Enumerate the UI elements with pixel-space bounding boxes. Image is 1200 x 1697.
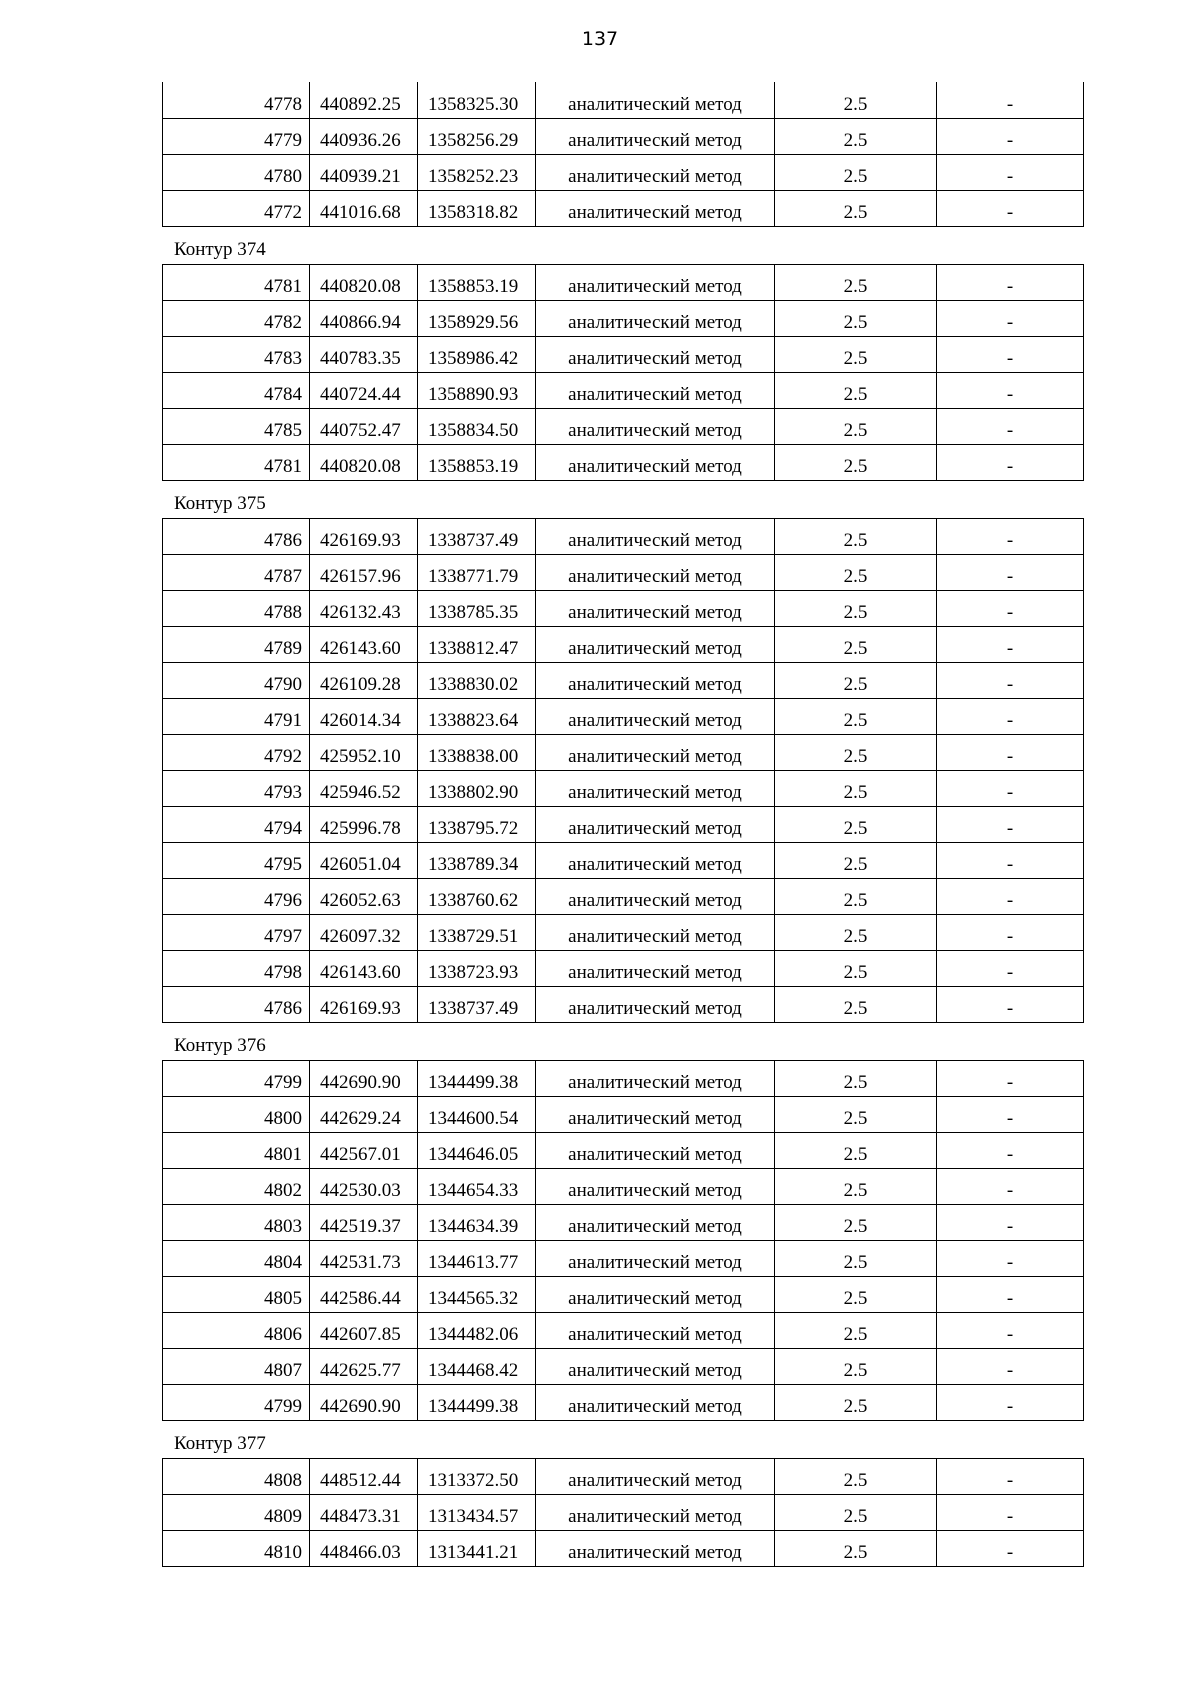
table-row [163,1132,1084,1168]
y-coordinate-cell: 1338723.93 [418,950,536,986]
point-number-cell: 4797 [163,914,310,950]
table-row [163,1276,1084,1312]
point-number-cell: 4802 [163,1168,310,1204]
accuracy-cell: 2.5 [775,590,937,626]
point-number-cell: 4791 [163,698,310,734]
method-cell: аналитический метод [536,408,775,444]
y-coordinate-cell: 1338729.51 [418,914,536,950]
accuracy-cell: 2.5 [775,118,937,154]
accuracy-cell: 2.5 [775,806,937,842]
table-row [163,1530,1084,1566]
note-cell: - [937,118,1084,154]
y-coordinate-cell: 1344482.06 [418,1312,536,1348]
point-number-cell: 4778 [163,82,310,118]
method-cell: аналитический метод [536,1240,775,1276]
y-coordinate-cell: 1358256.29 [418,118,536,154]
table-row [163,914,1084,950]
point-number-cell: 4789 [163,626,310,662]
y-coordinate-cell: 1313441.21 [418,1530,536,1566]
table-row [163,408,1084,444]
point-number-cell: 4795 [163,842,310,878]
page-number: 137 [581,28,619,50]
contour-title: Контур 375 [174,492,266,514]
point-number-cell: 4809 [163,1494,310,1530]
note-cell: - [937,154,1084,190]
accuracy-cell: 2.5 [775,408,937,444]
coordinates-table [162,1458,1084,1567]
accuracy-cell: 2.5 [775,444,937,480]
contour-title: Контур 377 [174,1432,266,1454]
x-coordinate-cell: 442519.37 [310,1204,418,1240]
method-cell: аналитический метод [536,590,775,626]
point-number-cell: 4786 [163,518,310,554]
accuracy-cell: 2.5 [775,1204,937,1240]
table-row [163,878,1084,914]
table-row [163,950,1084,986]
point-number-cell: 4798 [163,950,310,986]
point-number-cell: 4788 [163,590,310,626]
table-row [163,554,1084,590]
point-number-cell: 4792 [163,734,310,770]
method-cell: аналитический метод [536,444,775,480]
y-coordinate-cell: 1344565.32 [418,1276,536,1312]
accuracy-cell: 2.5 [775,1276,937,1312]
table-row [163,734,1084,770]
note-cell: - [937,1276,1084,1312]
x-coordinate-cell: 426097.32 [310,914,418,950]
accuracy-cell: 2.5 [775,1060,937,1096]
note-cell: - [937,1312,1084,1348]
x-coordinate-cell: 442607.85 [310,1312,418,1348]
point-number-cell: 4805 [163,1276,310,1312]
method-cell: аналитический метод [536,1530,775,1566]
point-number-cell: 4800 [163,1096,310,1132]
y-coordinate-cell: 1358890.93 [418,372,536,408]
x-coordinate-cell: 442625.77 [310,1348,418,1384]
y-coordinate-cell: 1338760.62 [418,878,536,914]
table-row [163,1458,1084,1494]
x-coordinate-cell: 448473.31 [310,1494,418,1530]
x-coordinate-cell: 426132.43 [310,590,418,626]
accuracy-cell: 2.5 [775,626,937,662]
accuracy-cell: 2.5 [775,734,937,770]
point-number-cell: 4794 [163,806,310,842]
note-cell: - [937,1348,1084,1384]
table-row [163,770,1084,806]
note-cell: - [937,408,1084,444]
table-row [163,842,1084,878]
note-cell: - [937,336,1084,372]
x-coordinate-cell: 426143.60 [310,626,418,662]
method-cell: аналитический метод [536,698,775,734]
table-row [163,806,1084,842]
x-coordinate-cell: 442629.24 [310,1096,418,1132]
point-number-cell: 4804 [163,1240,310,1276]
x-coordinate-cell: 440866.94 [310,300,418,336]
accuracy-cell: 2.5 [775,518,937,554]
accuracy-cell: 2.5 [775,1132,937,1168]
table-row [163,698,1084,734]
accuracy-cell: 2.5 [775,878,937,914]
method-cell: аналитический метод [536,300,775,336]
table-row [163,300,1084,336]
point-number-cell: 4790 [163,662,310,698]
point-number-cell: 4810 [163,1530,310,1566]
method-cell: аналитический метод [536,914,775,950]
y-coordinate-cell: 1344646.05 [418,1132,536,1168]
note-cell: - [937,1060,1084,1096]
note-cell: - [937,444,1084,480]
note-cell: - [937,1530,1084,1566]
point-number-cell: 4787 [163,554,310,590]
note-cell: - [937,300,1084,336]
y-coordinate-cell: 1313372.50 [418,1458,536,1494]
note-cell: - [937,1204,1084,1240]
note-cell: - [937,1096,1084,1132]
point-number-cell: 4793 [163,770,310,806]
point-number-cell: 4808 [163,1458,310,1494]
y-coordinate-cell: 1344600.54 [418,1096,536,1132]
method-cell: аналитический метод [536,264,775,300]
table-row [163,1060,1084,1096]
table-row [163,154,1084,190]
table-row [163,444,1084,480]
method-cell: аналитический метод [536,1132,775,1168]
method-cell: аналитический метод [536,1348,775,1384]
x-coordinate-cell: 442586.44 [310,1276,418,1312]
note-cell: - [937,518,1084,554]
method-cell: аналитический метод [536,1060,775,1096]
y-coordinate-cell: 1344499.38 [418,1384,536,1420]
y-coordinate-cell: 1344468.42 [418,1348,536,1384]
method-cell: аналитический метод [536,1494,775,1530]
accuracy-cell: 2.5 [775,154,937,190]
x-coordinate-cell: 442531.73 [310,1240,418,1276]
x-coordinate-cell: 440936.26 [310,118,418,154]
x-coordinate-cell: 440820.08 [310,444,418,480]
note-cell: - [937,190,1084,226]
x-coordinate-cell: 426051.04 [310,842,418,878]
table-row [163,118,1084,154]
accuracy-cell: 2.5 [775,336,937,372]
y-coordinate-cell: 1344499.38 [418,1060,536,1096]
accuracy-cell: 2.5 [775,372,937,408]
contour-title: Контур 376 [174,1034,266,1056]
point-number-cell: 4801 [163,1132,310,1168]
accuracy-cell: 2.5 [775,1384,937,1420]
y-coordinate-cell: 1338785.35 [418,590,536,626]
y-coordinate-cell: 1358853.19 [418,264,536,300]
table-row [163,1312,1084,1348]
accuracy-cell: 2.5 [775,950,937,986]
method-cell: аналитический метод [536,1096,775,1132]
y-coordinate-cell: 1344654.33 [418,1168,536,1204]
x-coordinate-cell: 440820.08 [310,264,418,300]
method-cell: аналитический метод [536,518,775,554]
coordinates-table [162,264,1084,481]
point-number-cell: 4799 [163,1384,310,1420]
accuracy-cell: 2.5 [775,300,937,336]
method-cell: аналитический метод [536,118,775,154]
x-coordinate-cell: 442530.03 [310,1168,418,1204]
contour-title: Контур 374 [174,238,266,260]
note-cell: - [937,1458,1084,1494]
x-coordinate-cell: 440892.25 [310,82,418,118]
document-content [162,82,1083,1567]
accuracy-cell: 2.5 [775,264,937,300]
y-coordinate-cell: 1358834.50 [418,408,536,444]
x-coordinate-cell: 440783.35 [310,336,418,372]
note-cell: - [937,626,1084,662]
method-cell: аналитический метод [536,734,775,770]
table-row [163,1240,1084,1276]
accuracy-cell: 2.5 [775,1530,937,1566]
method-cell: аналитический метод [536,1204,775,1240]
point-number-cell: 4784 [163,372,310,408]
y-coordinate-cell: 1338838.00 [418,734,536,770]
method-cell: аналитический метод [536,154,775,190]
note-cell: - [937,698,1084,734]
note-cell: - [937,82,1084,118]
point-number-cell: 4803 [163,1204,310,1240]
accuracy-cell: 2.5 [775,986,937,1022]
coordinates-table [162,518,1084,1023]
y-coordinate-cell: 1338795.72 [418,806,536,842]
accuracy-cell: 2.5 [775,1494,937,1530]
method-cell: аналитический метод [536,662,775,698]
table-row [163,626,1084,662]
y-coordinate-cell: 1338802.90 [418,770,536,806]
table-row [163,986,1084,1022]
method-cell: аналитический метод [536,1276,775,1312]
note-cell: - [937,914,1084,950]
method-cell: аналитический метод [536,806,775,842]
y-coordinate-cell: 1338830.02 [418,662,536,698]
accuracy-cell: 2.5 [775,698,937,734]
x-coordinate-cell: 426143.60 [310,950,418,986]
table-row [163,1168,1084,1204]
note-cell: - [937,264,1084,300]
table-row [163,662,1084,698]
y-coordinate-cell: 1338789.34 [418,842,536,878]
table-row [163,1204,1084,1240]
note-cell: - [937,842,1084,878]
table-row [163,1348,1084,1384]
x-coordinate-cell: 426157.96 [310,554,418,590]
note-cell: - [937,662,1084,698]
y-coordinate-cell: 1338737.49 [418,986,536,1022]
x-coordinate-cell: 440752.47 [310,408,418,444]
note-cell: - [937,372,1084,408]
note-cell: - [937,590,1084,626]
point-number-cell: 4799 [163,1060,310,1096]
y-coordinate-cell: 1338812.47 [418,626,536,662]
point-number-cell: 4781 [163,444,310,480]
note-cell: - [937,734,1084,770]
method-cell: аналитический метод [536,878,775,914]
x-coordinate-cell: 426109.28 [310,662,418,698]
point-number-cell: 4796 [163,878,310,914]
y-coordinate-cell: 1358986.42 [418,336,536,372]
accuracy-cell: 2.5 [775,662,937,698]
note-cell: - [937,806,1084,842]
accuracy-cell: 2.5 [775,842,937,878]
note-cell: - [937,878,1084,914]
note-cell: - [937,1132,1084,1168]
method-cell: аналитический метод [536,190,775,226]
note-cell: - [937,1384,1084,1420]
table-row [163,1384,1084,1420]
table-row [163,1096,1084,1132]
accuracy-cell: 2.5 [775,1458,937,1494]
table-row [163,336,1084,372]
accuracy-cell: 2.5 [775,554,937,590]
method-cell: аналитический метод [536,1312,775,1348]
point-number-cell: 4781 [163,264,310,300]
point-number-cell: 4806 [163,1312,310,1348]
point-number-cell: 4772 [163,190,310,226]
note-cell: - [937,986,1084,1022]
coordinates-table [162,82,1084,227]
table-row [163,190,1084,226]
method-cell: аналитический метод [536,1168,775,1204]
method-cell: аналитический метод [536,372,775,408]
accuracy-cell: 2.5 [775,1312,937,1348]
x-coordinate-cell: 440724.44 [310,372,418,408]
method-cell: аналитический метод [536,842,775,878]
method-cell: аналитический метод [536,1384,775,1420]
point-number-cell: 4782 [163,300,310,336]
x-coordinate-cell: 442690.90 [310,1060,418,1096]
x-coordinate-cell: 425996.78 [310,806,418,842]
y-coordinate-cell: 1313434.57 [418,1494,536,1530]
method-cell: аналитический метод [536,626,775,662]
y-coordinate-cell: 1338737.49 [418,518,536,554]
method-cell: аналитический метод [536,554,775,590]
method-cell: аналитический метод [536,770,775,806]
point-number-cell: 4779 [163,118,310,154]
method-cell: аналитический метод [536,82,775,118]
point-number-cell: 4783 [163,336,310,372]
accuracy-cell: 2.5 [775,1240,937,1276]
x-coordinate-cell: 442690.90 [310,1384,418,1420]
accuracy-cell: 2.5 [775,770,937,806]
y-coordinate-cell: 1344634.39 [418,1204,536,1240]
method-cell: аналитический метод [536,950,775,986]
table-row [163,1494,1084,1530]
y-coordinate-cell: 1358318.82 [418,190,536,226]
table-row [163,264,1084,300]
y-coordinate-cell: 1358853.19 [418,444,536,480]
note-cell: - [937,1168,1084,1204]
x-coordinate-cell: 425952.10 [310,734,418,770]
table-row [163,518,1084,554]
x-coordinate-cell: 426169.93 [310,986,418,1022]
table-row [163,372,1084,408]
table-row [163,590,1084,626]
accuracy-cell: 2.5 [775,82,937,118]
x-coordinate-cell: 440939.21 [310,154,418,190]
accuracy-cell: 2.5 [775,914,937,950]
accuracy-cell: 2.5 [775,1348,937,1384]
x-coordinate-cell: 426052.63 [310,878,418,914]
x-coordinate-cell: 442567.01 [310,1132,418,1168]
point-number-cell: 4807 [163,1348,310,1384]
y-coordinate-cell: 1358252.23 [418,154,536,190]
note-cell: - [937,950,1084,986]
method-cell: аналитический метод [536,336,775,372]
note-cell: - [937,1494,1084,1530]
point-number-cell: 4780 [163,154,310,190]
point-number-cell: 4785 [163,408,310,444]
method-cell: аналитический метод [536,1458,775,1494]
x-coordinate-cell: 448466.03 [310,1530,418,1566]
accuracy-cell: 2.5 [775,1096,937,1132]
y-coordinate-cell: 1358325.30 [418,82,536,118]
x-coordinate-cell: 448512.44 [310,1458,418,1494]
y-coordinate-cell: 1338823.64 [418,698,536,734]
y-coordinate-cell: 1344613.77 [418,1240,536,1276]
note-cell: - [937,554,1084,590]
accuracy-cell: 2.5 [775,190,937,226]
x-coordinate-cell: 426014.34 [310,698,418,734]
table-row [163,82,1084,118]
coordinates-table [162,1060,1084,1421]
x-coordinate-cell: 441016.68 [310,190,418,226]
y-coordinate-cell: 1358929.56 [418,300,536,336]
x-coordinate-cell: 425946.52 [310,770,418,806]
point-number-cell: 4786 [163,986,310,1022]
note-cell: - [937,770,1084,806]
x-coordinate-cell: 426169.93 [310,518,418,554]
y-coordinate-cell: 1338771.79 [418,554,536,590]
method-cell: аналитический метод [536,986,775,1022]
accuracy-cell: 2.5 [775,1168,937,1204]
note-cell: - [937,1240,1084,1276]
